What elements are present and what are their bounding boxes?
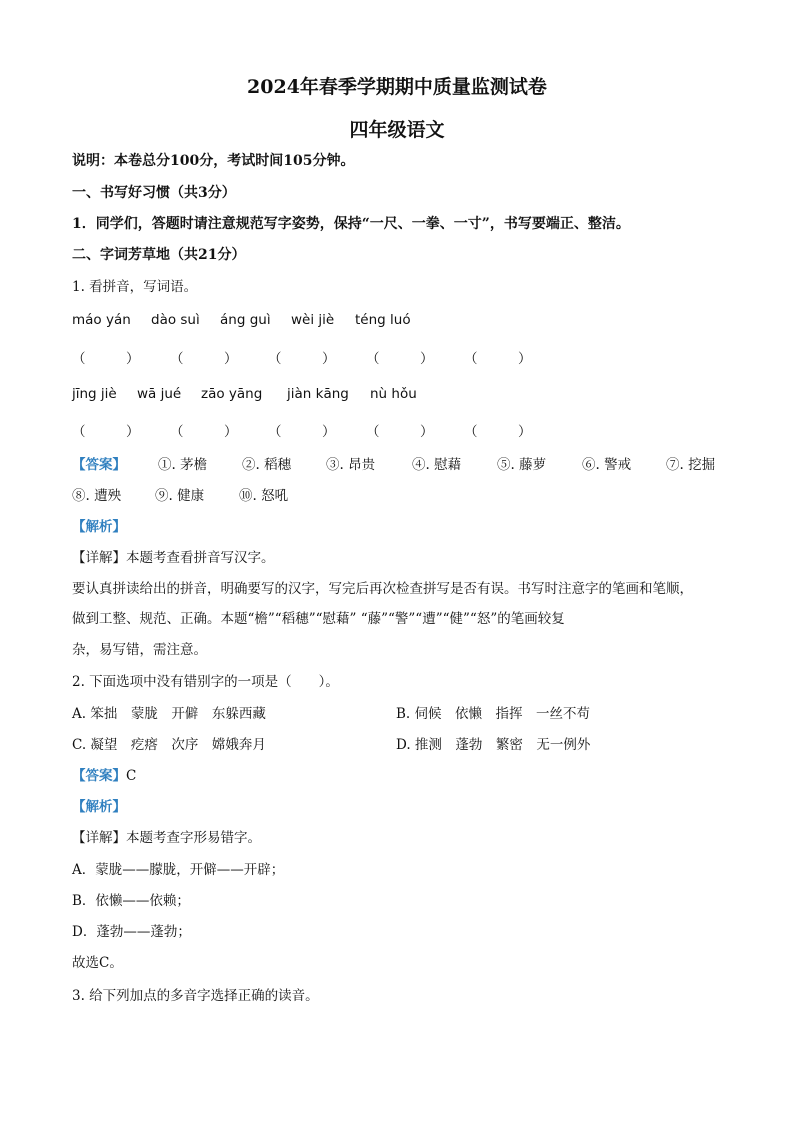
option-b[interactable]: B. 伺候 依懒 指挥 一丝不苟 <box>396 706 591 722</box>
answer-value: C <box>126 768 137 784</box>
page-title: 2024年春季学期期中质量监测试卷 <box>247 76 547 98</box>
answer-blank[interactable]: （ ） <box>464 424 532 440</box>
explain-text: 要认真拼读给出的拼音，明确要写的汉字，写完后再次检查拼写是否有误。书写时注意字的笔画和笔顺， <box>72 581 693 597</box>
explain-text: A．蒙胧——朦胧，开僻——开辟； <box>72 862 285 878</box>
pinyin-item: zāo yāng <box>201 386 263 402</box>
answer-blank[interactable]: （ ） <box>170 424 238 440</box>
q3-prompt: 3. 给下列加点的多音字选择正确的读音。 <box>72 988 319 1004</box>
answer-item: ⑦. 挖掘 <box>666 457 716 473</box>
detail-text: 【详解】本题考查看拼音写汉字。 <box>72 550 275 566</box>
detail-text: 【详解】本题考查字形易错字。 <box>72 830 261 846</box>
answer-item: ⑧. 遭殃 <box>72 488 122 504</box>
instructions: 说明：本卷总分100分，考试时间105分钟。 <box>72 153 355 169</box>
option-d[interactable]: D. 推测 蓬勃 繁密 无一例外 <box>396 737 591 753</box>
answer-item: ③. 昂贵 <box>326 457 376 473</box>
pinyin-item: nù hǒu <box>370 386 417 402</box>
answer-item: ⑥. 警戒 <box>582 457 632 473</box>
page-subtitle: 四年级语文 <box>349 119 445 141</box>
pinyin-item: jīng jiè <box>72 386 117 402</box>
option-c[interactable]: C. 凝望 疙瘩 次序 嫦娥奔月 <box>72 737 266 753</box>
explain-text: B．依懒——依赖； <box>72 893 190 909</box>
q2-answer-line <box>72 764 136 784</box>
answer-item: ②. 稻穗 <box>242 457 292 473</box>
answer-blank[interactable]: （ ） <box>268 351 336 367</box>
section2-heading: 二、字词芳草地（共21分） <box>72 247 246 263</box>
q1-prompt: 1. 看拼音，写词语。 <box>72 279 198 295</box>
answer-blank[interactable]: （ ） <box>268 424 336 440</box>
explain-text: 做到工整、规范、正确。本题“檐”“稻穗”“慰藉” “藤”“警”“遭”“健”“怒”的笔画较复 <box>72 611 565 627</box>
answer-tag: 【答案】 <box>72 457 126 473</box>
answer-blank[interactable]: （ ） <box>366 351 434 367</box>
answer-blank[interactable]: （ ） <box>72 351 140 367</box>
answer-item: ④. 慰藉 <box>412 457 462 473</box>
answer-tag: 【答案】 <box>72 768 126 784</box>
answer-item: ⑨. 健康 <box>155 488 205 504</box>
pinyin-item: wèi jiè <box>291 312 335 328</box>
pinyin-item: áng guì <box>220 312 271 328</box>
answer-item: ⑩. 怒吼 <box>239 488 289 504</box>
pinyin-item: dào suì <box>151 312 200 328</box>
answer-blank[interactable]: （ ） <box>464 351 532 367</box>
pinyin-item: téng luó <box>355 312 411 328</box>
answer-blank[interactable]: （ ） <box>366 424 434 440</box>
section1-item1: 1．同学们，答题时请注意规范写字姿势，保持“一尺、一拳、一寸”，书写要端正、整洁。 <box>72 216 630 232</box>
q2-prompt: 2. 下面选项中没有错别字的一项是（ ）。 <box>72 674 339 690</box>
analysis-tag: 【解析】 <box>72 519 126 535</box>
answer-item: ①. 茅檐 <box>158 457 208 473</box>
pinyin-item: jiàn kāng <box>287 386 349 402</box>
answer-blank[interactable]: （ ） <box>72 424 140 440</box>
pinyin-item: wā jué <box>137 386 182 402</box>
explain-text: 杂，易写错，需注意。 <box>72 642 207 658</box>
section1-heading: 一、书写好习惯（共3分） <box>72 185 236 201</box>
answer-blank[interactable]: （ ） <box>170 351 238 367</box>
conclusion-text: 故选C。 <box>72 955 123 971</box>
answer-item: ⑤. 藤萝 <box>497 457 547 473</box>
pinyin-item: máo yán <box>72 312 131 328</box>
option-a[interactable]: A. 笨拙 蒙胧 开僻 东躲西藏 <box>72 706 266 722</box>
explain-text: D．蓬勃——蓬勃； <box>72 924 191 940</box>
analysis-tag: 【解析】 <box>72 799 126 815</box>
